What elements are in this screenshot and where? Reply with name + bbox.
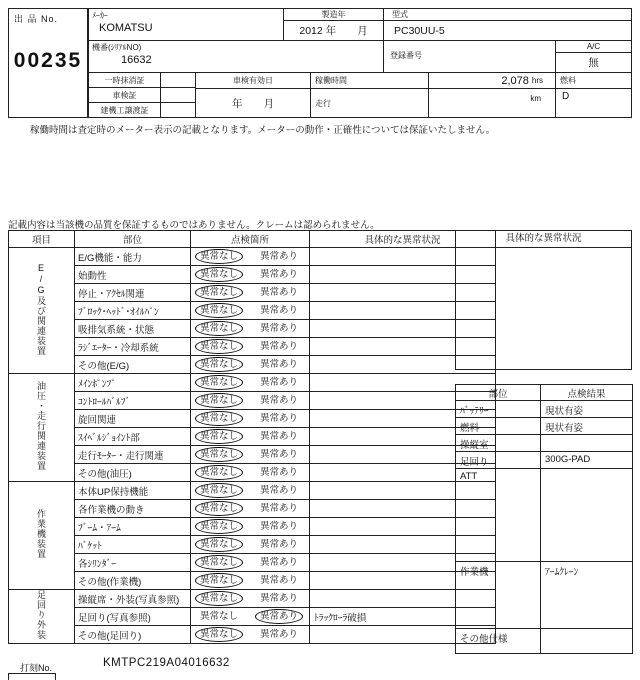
no-abnormality-selected-mark: 異常なし — [195, 627, 243, 642]
check-options — [191, 249, 309, 264]
result-part-cell: ATT — [456, 469, 541, 562]
col-header-item: 項目 — [9, 231, 75, 248]
maker-label: ﾒｰｶｰ — [92, 11, 108, 20]
shaken-cert-cell: 車検証 — [89, 88, 161, 103]
group-label-text: 油圧・走行関連装置 — [36, 381, 46, 471]
bottom-partial-box — [8, 673, 56, 680]
part-cell: ｺﾝﾄﾛｰﾙﾊﾞﾙﾌﾞ — [75, 392, 191, 410]
travel-value-cell — [429, 89, 556, 117]
abnormality-mark: 異常あり — [260, 539, 299, 550]
result-row — [456, 435, 633, 452]
inspection-row — [9, 626, 496, 644]
group-label — [9, 482, 75, 590]
part-cell: その他(足回り) — [75, 626, 191, 644]
part-cell: 本体UP保持機能 — [75, 482, 191, 500]
result-value-cell: 現状有姿 — [541, 401, 633, 418]
ac-label: A/C — [556, 41, 631, 53]
result-row — [456, 401, 633, 418]
check-cell — [191, 284, 310, 302]
shaken-valid-value-cell — [196, 89, 311, 117]
result-row — [456, 469, 633, 562]
abnormality-mark: 異常あり — [260, 287, 299, 298]
check-options — [191, 591, 309, 606]
inspection-row — [9, 410, 496, 428]
temp-erasure-check-cell — [161, 73, 196, 88]
check-options — [191, 321, 309, 336]
no-abnormality-selected-mark: 異常なし — [195, 303, 243, 318]
registration-label: 登録番号 — [390, 51, 422, 60]
hours-label: 稼働時間 — [315, 76, 347, 85]
kenki-transfer-check-cell — [161, 103, 196, 117]
part-cell: ﾗｼﾞｴｰﾀｰ・冷却系統 — [75, 338, 191, 356]
abnormality-mark: 異常あり — [260, 575, 299, 586]
group-label-text: 足回り外装 — [36, 590, 46, 640]
part-cell: E/G機能・能力 — [75, 248, 191, 266]
part-cell: 足回り(写真参照) — [75, 608, 191, 626]
part-cell: 始動性 — [75, 266, 191, 284]
no-abnormality-selected-mark: 異常なし — [195, 393, 243, 408]
no-abnormality-selected-mark: 異常なし — [195, 375, 243, 390]
abnormality-mark: 異常あり — [260, 449, 299, 460]
travel-label-cell — [311, 89, 429, 117]
inspection-row — [9, 572, 496, 590]
check-options — [191, 573, 309, 588]
exhibit-box — [8, 8, 88, 118]
inspection-row — [9, 464, 496, 482]
part-cell: ﾒｲﾝﾎﾟﾝﾌﾟ — [75, 374, 191, 392]
part-cell: その他(油圧) — [75, 464, 191, 482]
ac-value: 無 — [588, 57, 599, 69]
group-label — [9, 374, 75, 482]
inspection-row — [9, 446, 496, 464]
check-cell — [191, 248, 310, 266]
abnormality-mark: 異常あり — [260, 395, 299, 406]
inspection-row — [9, 428, 496, 446]
shaken-valid-label-cell: 車検有効日 — [196, 73, 311, 89]
check-cell — [191, 356, 310, 374]
mfg-year-value: 2012 年 月 — [299, 25, 368, 37]
hours-value-cell — [429, 73, 556, 89]
check-options — [191, 285, 309, 300]
result-part-cell: 作業機 — [456, 562, 541, 629]
abnormal-detail-header: 具体的な異常状況 — [455, 230, 632, 248]
inspection-row — [9, 284, 496, 302]
disclaimer-note: 記載内容は当該機の品質を保証するものではありません。クレームは認められません。 — [8, 220, 380, 231]
no-abnormality-selected-mark: 異常なし — [195, 429, 243, 444]
inspection-row — [9, 590, 496, 608]
check-cell — [191, 374, 310, 392]
fuel-label-cell — [556, 73, 631, 89]
no-abnormality-selected-mark: 異常なし — [195, 519, 243, 534]
abnormality-mark: 異常あり — [260, 629, 299, 640]
result-row — [456, 562, 633, 629]
part-cell: 走行ﾓｰﾀｰ・走行関連 — [75, 446, 191, 464]
check-options — [191, 627, 309, 642]
no-abnormality-selected-mark: 異常なし — [195, 285, 243, 300]
result-value-cell: 300G-PAD — [541, 452, 633, 469]
no-abnormality-mark: 異常なし — [200, 611, 239, 622]
no-abnormality-selected-mark: 異常なし — [195, 465, 243, 480]
abnormality-mark: 異常あり — [260, 413, 299, 424]
model-label: 型式 — [384, 9, 631, 21]
result-value-cell — [541, 629, 633, 654]
inspection-row — [9, 266, 496, 284]
check-options — [191, 357, 309, 372]
abnormality-mark: 異常あり — [260, 593, 299, 604]
inspection-row — [9, 302, 496, 320]
kenki-transfer-cell: 建機工譲渡証 — [89, 103, 161, 117]
result-value-cell — [541, 469, 633, 562]
check-options — [191, 483, 309, 498]
result-part-cell: その他仕様 — [456, 629, 541, 654]
result-value-cell: 現状有姿 — [541, 418, 633, 435]
inspection-row — [9, 356, 496, 374]
check-cell — [191, 608, 310, 626]
machine-info-table — [88, 8, 632, 118]
part-cell: その他(E/G) — [75, 356, 191, 374]
abnormality-mark: 異常あり — [260, 557, 299, 568]
abnormality-mark: 異常あり — [260, 377, 299, 388]
col-header-detail: 具体的な異常状況 — [310, 231, 496, 248]
check-cell — [191, 302, 310, 320]
result-col-part: 部位 — [456, 385, 541, 401]
meter-note: 稼働時間は査定時のメーター表示の記載となります。メーターの動作・正確性については保証いたしません。 — [30, 125, 496, 136]
result-header-row — [456, 385, 633, 401]
inspection-row — [9, 500, 496, 518]
inspection-row — [9, 608, 496, 626]
model-cell — [384, 9, 631, 41]
part-cell: 各ｼﾘﾝﾀﾞｰ — [75, 554, 191, 572]
no-abnormality-selected-mark: 異常なし — [195, 447, 243, 462]
no-abnormality-selected-mark: 異常なし — [195, 249, 243, 264]
result-part-cell: 操縦室 — [456, 435, 541, 452]
no-abnormality-selected-mark: 異常なし — [195, 321, 243, 336]
serial-cell — [89, 41, 384, 73]
check-options — [191, 537, 309, 552]
inspection-header-row — [9, 231, 496, 248]
group-label-text: 作業機装置 — [36, 509, 46, 559]
hours-unit: hrs — [531, 76, 543, 85]
no-abnormality-selected-mark: 異常なし — [195, 411, 243, 426]
travel-label: 走行 — [315, 98, 331, 108]
ac-cell — [556, 41, 631, 73]
no-abnormality-selected-mark: 異常なし — [195, 591, 243, 606]
check-cell — [191, 428, 310, 446]
check-cell — [191, 482, 310, 500]
result-row — [456, 452, 633, 469]
check-cell — [191, 338, 310, 356]
serial-label: 機番(ｼﾘｱﾙNO) — [92, 43, 142, 52]
abnormality-mark: 異常あり — [260, 485, 299, 496]
check-options — [191, 393, 309, 408]
result-row — [456, 629, 633, 654]
abnormality-mark: 異常あり — [260, 323, 299, 334]
part-cell: 各作業機の動き — [75, 500, 191, 518]
check-cell — [191, 464, 310, 482]
check-cell — [191, 554, 310, 572]
no-abnormality-selected-mark: 異常なし — [195, 555, 243, 570]
hours-label-cell — [311, 73, 429, 89]
check-cell — [191, 500, 310, 518]
stamp-no-label: 打刻No. — [20, 663, 53, 673]
check-cell — [191, 410, 310, 428]
abnormality-mark: 異常あり — [260, 269, 299, 280]
inspection-row — [9, 554, 496, 572]
check-cell — [191, 590, 310, 608]
abnormal-detail-box — [455, 247, 632, 370]
check-options — [191, 303, 309, 318]
result-value-cell: ｱｰﾑｸﾚｰﾝ — [541, 562, 633, 629]
inspection-row — [9, 482, 496, 500]
no-abnormality-selected-mark: 異常なし — [195, 573, 243, 588]
abnormality-mark: 異常あり — [260, 503, 299, 514]
abnormality-mark: 異常あり — [260, 521, 299, 532]
part-cell: 停止・ｱｸｾﾙ関連 — [75, 284, 191, 302]
no-abnormality-selected-mark: 異常なし — [195, 501, 243, 516]
check-options — [191, 411, 309, 426]
result-part-cell: ﾊﾞｯﾃﾘｰ — [456, 401, 541, 418]
abnormality-mark: 異常あり — [260, 305, 299, 316]
check-cell — [191, 572, 310, 590]
check-options — [191, 447, 309, 462]
inspection-row — [9, 374, 496, 392]
part-cell: ﾌﾞｰﾑ・ｱｰﾑ — [75, 518, 191, 536]
abnormality-mark: 異常あり — [260, 431, 299, 442]
result-part-cell: 足回り — [456, 452, 541, 469]
no-abnormality-selected-mark: 異常なし — [195, 537, 243, 552]
part-cell: 吸排気系統・状態 — [75, 320, 191, 338]
abnormality-selected-mark: 異常あり — [255, 609, 303, 624]
abnormality-mark: 異常あり — [260, 359, 299, 370]
temp-erasure-cell: 一時抹消証 — [89, 73, 161, 88]
check-cell — [191, 446, 310, 464]
check-options — [191, 267, 309, 282]
abnormality-mark: 異常あり — [260, 341, 299, 352]
inspection-table — [8, 230, 496, 644]
check-cell — [191, 320, 310, 338]
check-options — [191, 519, 309, 534]
check-cell — [191, 266, 310, 284]
shaken-valid-value: 年 月 — [232, 97, 274, 110]
inspection-row — [9, 248, 496, 266]
hours-value: 2,078 — [501, 74, 529, 87]
maker-cell — [89, 9, 284, 41]
group-label — [9, 590, 75, 644]
check-cell — [191, 392, 310, 410]
exhibit-no-label: 出 品 No. — [14, 14, 59, 24]
check-cell — [191, 626, 310, 644]
fuel-value-cell — [556, 89, 631, 117]
result-part-cell: 燃料 — [456, 418, 541, 435]
group-label-text: E/G及び関連装置 — [36, 262, 46, 356]
shaken-cert-check-cell — [161, 88, 196, 103]
serial-value: 16632 — [121, 54, 152, 66]
check-options — [191, 555, 309, 570]
no-abnormality-selected-mark: 異常なし — [195, 267, 243, 282]
abnormality-mark: 異常あり — [260, 467, 299, 478]
check-options — [191, 609, 309, 624]
check-options — [191, 339, 309, 354]
check-options — [191, 465, 309, 480]
result-table-body — [456, 401, 633, 654]
mfg-year-label: 製造年 — [284, 9, 383, 21]
no-abnormality-selected-mark: 異常なし — [195, 357, 243, 372]
result-value-cell — [541, 435, 633, 452]
maker-value: KOMATSU — [99, 22, 153, 34]
detail-cell: ﾄﾗｯｸﾛｰﾗ破損 — [310, 608, 496, 626]
part-cell: ﾌﾞﾛｯｸ･ﾍｯﾄﾞ･ｵｲﾙﾊﾟﾝ — [75, 302, 191, 320]
no-abnormality-selected-mark: 異常なし — [195, 483, 243, 498]
col-header-check: 点検箇所 — [191, 231, 310, 248]
travel-unit: km — [530, 94, 541, 103]
exhibit-no: 00235 — [13, 49, 83, 72]
stamp-no-value: KMTPC219A04016632 — [103, 657, 230, 669]
check-options — [191, 375, 309, 390]
check-options — [191, 429, 309, 444]
part-cell: 操縦席・外装(写真参照) — [75, 590, 191, 608]
col-header-part: 部位 — [75, 231, 191, 248]
abnormality-mark: 異常あり — [260, 251, 299, 262]
inspection-row — [9, 536, 496, 554]
fuel-label: 燃料 — [560, 76, 576, 85]
no-abnormality-selected-mark: 異常なし — [195, 339, 243, 354]
registration-cell — [384, 41, 556, 73]
result-table — [455, 384, 633, 654]
inspection-row — [9, 518, 496, 536]
check-cell — [191, 536, 310, 554]
fuel-value: D — [562, 91, 570, 102]
part-cell: ﾊﾞｹｯﾄ — [75, 536, 191, 554]
inspection-row — [9, 320, 496, 338]
group-label — [9, 248, 75, 374]
check-cell — [191, 518, 310, 536]
part-cell: その他(作業機) — [75, 572, 191, 590]
inspection-row — [9, 338, 496, 356]
inspection-table-body — [9, 248, 496, 644]
model-value: PC30UU-5 — [394, 24, 445, 37]
mfg-year-cell — [284, 9, 384, 41]
result-col-result: 点検結果 — [541, 385, 633, 401]
inspection-row — [9, 392, 496, 410]
part-cell: 旋回関連 — [75, 410, 191, 428]
part-cell: ｽｲﾍﾞﾙｼﾞｮｲﾝﾄ部 — [75, 428, 191, 446]
result-row — [456, 418, 633, 435]
check-options — [191, 501, 309, 516]
